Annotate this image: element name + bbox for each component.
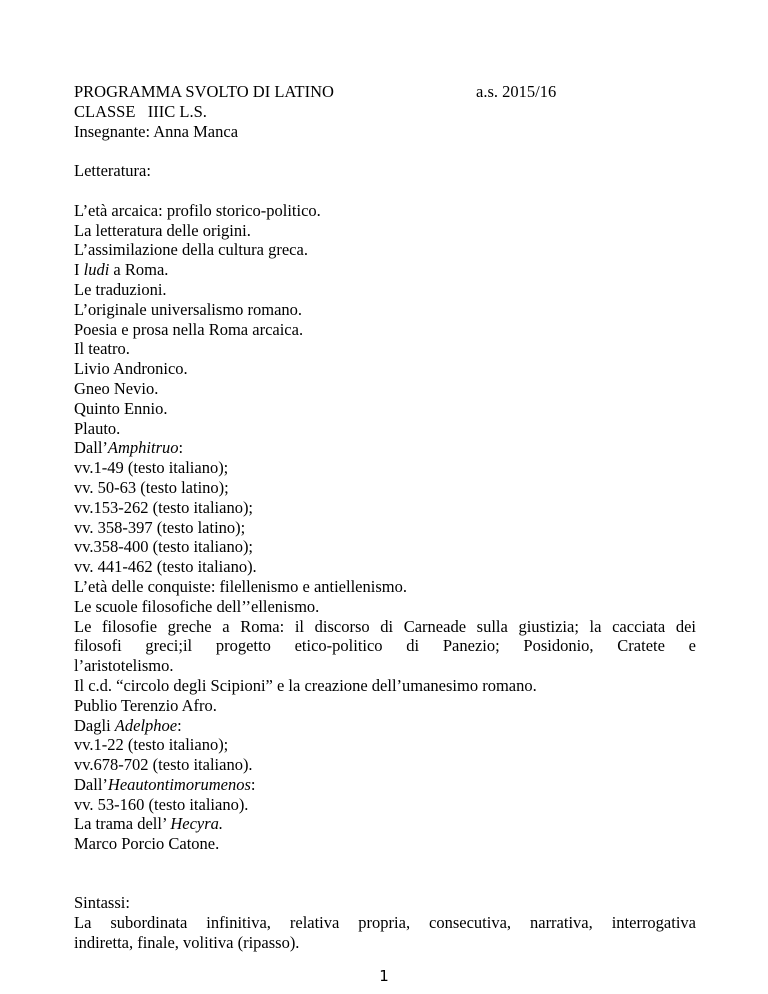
list-item-text: L’assimilazione della cultura greca.: [74, 240, 308, 260]
list-item: [74, 458, 696, 478]
list-item-text: vv.678-702 (testo italiano).: [74, 755, 253, 775]
literature-paragraph: [74, 617, 696, 676]
list-item: [74, 260, 696, 280]
page-number: 1: [379, 967, 389, 985]
work-title: Hecyra.: [170, 814, 224, 834]
list-item-text: vv. 53-160 (testo italiano).: [74, 794, 249, 814]
list-item-text: Poesia e prosa nella Roma arcaica.: [74, 319, 304, 339]
literature-heading: Letteratura:: [74, 161, 151, 181]
list-item-text: L’età delle conquiste: filellenismo e antiellenismo.: [74, 576, 407, 596]
list-item-text: Publio Terenzio Afro.: [74, 695, 217, 715]
paragraph-line: filosofi greci;il progetto etico-politico di Panezio; Posidonio, Cratete e: [74, 636, 696, 656]
list-item: [74, 518, 696, 538]
teacher-label: Insegnante: Anna Manca: [74, 121, 239, 141]
list-item: [74, 240, 696, 260]
list-item-text: Livio Andronico.: [74, 359, 188, 379]
paragraph-line: l’aristotelismo.: [74, 656, 174, 676]
list-item: [74, 795, 696, 815]
list-item-text: Quinto Ennio.: [74, 398, 168, 418]
paragraph-line: Le filosofie greche a Roma: il discorso di Carneade sulla giustizia; la cacciata dei: [74, 616, 696, 636]
literature-list: [74, 676, 696, 854]
list-item-suffix: :: [177, 715, 182, 735]
list-item: [74, 478, 696, 498]
list-item-text: vv.358-400 (testo italiano);: [74, 537, 254, 557]
list-item-text: Gneo Nevio.: [74, 378, 159, 398]
list-item: [74, 577, 696, 597]
list-item: [74, 201, 696, 221]
list-item-text: Il c.d. “circolo degli Scipioni” e la creazione dell’umanesimo romano.: [74, 675, 537, 695]
list-item-text: Dall’: [74, 438, 108, 458]
list-item-suffix: :: [178, 438, 184, 458]
list-item: [74, 320, 696, 340]
list-item: [74, 359, 696, 379]
list-item: [74, 537, 696, 557]
list-item-text: vv.153-262 (testo italiano);: [74, 497, 254, 517]
work-title: Heautontimorumenos: [107, 774, 251, 794]
list-item: [74, 300, 696, 320]
list-item-text: L’originale universalismo romano.: [74, 299, 303, 319]
list-item: [74, 775, 696, 795]
list-item: [74, 419, 696, 439]
list-item-text: Dagli: [74, 715, 115, 735]
work-title: Amphitruo: [107, 438, 179, 458]
list-item-text: Le traduzioni.: [74, 279, 167, 299]
list-item: [74, 597, 696, 617]
list-item: [74, 498, 696, 518]
list-item: [74, 814, 696, 834]
work-title: Adelphoe: [114, 715, 178, 735]
list-item-text: vv.1-49 (testo italiano);: [74, 458, 229, 478]
syntax-heading: Sintassi:: [74, 893, 130, 913]
list-item-text: vv. 441-462 (testo italiano).: [74, 557, 257, 577]
list-item: [74, 696, 696, 716]
list-item-text: Il teatro.: [74, 339, 130, 359]
list-item: [74, 755, 696, 775]
document-title: PROGRAMMA SVOLTO DI LATINO: [74, 82, 334, 101]
list-item: [74, 735, 696, 755]
list-item-text: vv. 50-63 (testo latino);: [74, 477, 229, 497]
list-item: [74, 557, 696, 577]
list-item: [74, 280, 696, 300]
list-item-text: Le scuole filosofiche dell’’ellenismo.: [74, 596, 320, 616]
list-item: [74, 438, 696, 458]
list-item-suffix: a Roma.: [109, 260, 169, 280]
list-item: [74, 379, 696, 399]
list-item-text: I: [74, 260, 84, 280]
literature-list: [74, 201, 696, 617]
syntax-line: La subordinata infinitiva, relativa propria, consecutiva, narrativa, interrogativa: [74, 912, 696, 932]
list-item: [74, 676, 696, 696]
list-item-text: La letteratura delle origini.: [74, 220, 251, 240]
list-item-text: Marco Porcio Catone.: [74, 834, 220, 854]
list-item-text: Dall’: [74, 774, 108, 794]
school-year: a.s. 2015/16: [476, 82, 557, 101]
list-item-text: vv.1-22 (testo italiano);: [74, 735, 229, 755]
list-item: [74, 716, 696, 736]
class-label: CLASSE IIIC L.S.: [74, 101, 207, 121]
header-row: [74, 82, 696, 102]
document-page: [74, 82, 696, 952]
list-item-suffix: :: [250, 774, 256, 794]
list-item: [74, 834, 696, 854]
list-item-text: vv. 358-397 (testo latino);: [74, 517, 246, 537]
list-item: [74, 221, 696, 241]
syntax-line: indiretta, finale, volitiva (ripasso).: [74, 932, 300, 952]
list-item: [74, 339, 696, 359]
list-item: [74, 399, 696, 419]
list-item-text: L’età arcaica: profilo storico-politico.: [74, 200, 321, 220]
work-title: ludi: [83, 260, 110, 280]
list-item-text: Plauto.: [74, 418, 121, 438]
list-item-text: La trama dell’: [74, 814, 171, 834]
